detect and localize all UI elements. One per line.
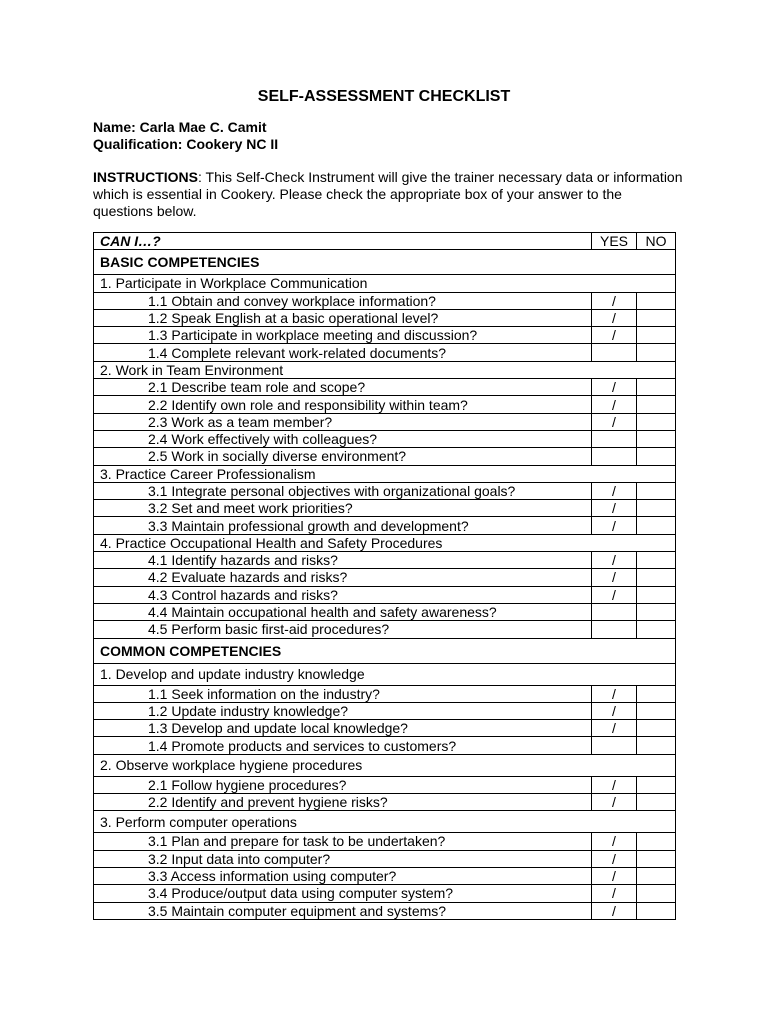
group-row bbox=[94, 534, 676, 551]
item-question: 2.4 Work effectively with colleagues? bbox=[94, 430, 592, 447]
checklist-item-row bbox=[94, 737, 676, 754]
item-question: 1.2 Speak English at a basic operational level? bbox=[94, 309, 592, 326]
checklist-body bbox=[94, 233, 676, 920]
item-question: 1.3 Participate in workplace meeting and discussion? bbox=[94, 327, 592, 344]
no-checkbox[interactable] bbox=[637, 902, 676, 919]
item-question: 4.5 Perform basic first-aid procedures? bbox=[94, 621, 592, 638]
group-heading: 1. Develop and update industry knowledge bbox=[94, 663, 676, 685]
page-title: SELF-ASSESSMENT CHECKLIST bbox=[257, 88, 511, 105]
item-question: 1.3 Develop and update local knowledge? bbox=[94, 720, 592, 737]
header-row bbox=[94, 233, 676, 250]
checklist-item-row bbox=[94, 430, 676, 447]
group-heading: 3. Practice Career Professionalism bbox=[94, 465, 676, 482]
no-checkbox[interactable] bbox=[637, 833, 676, 850]
section-heading: BASIC COMPETENCIES bbox=[94, 250, 676, 275]
yes-checkbox[interactable] bbox=[592, 603, 637, 620]
no-checkbox[interactable] bbox=[637, 292, 676, 309]
yes-checkbox[interactable]: / bbox=[592, 586, 637, 603]
no-checkbox[interactable] bbox=[637, 309, 676, 326]
group-row bbox=[94, 663, 676, 685]
no-checkbox[interactable] bbox=[637, 603, 676, 620]
section-heading: COMMON COMPETENCIES bbox=[94, 638, 676, 663]
item-question: 4.3 Control hazards and risks? bbox=[94, 586, 592, 603]
yes-checkbox[interactable]: / bbox=[592, 292, 637, 309]
checklist-item-row bbox=[94, 685, 676, 702]
checklist-item-row bbox=[94, 448, 676, 465]
item-question: 3.4 Produce/output data using computer system? bbox=[94, 885, 592, 902]
yes-checkbox[interactable]: / bbox=[592, 720, 637, 737]
checklist-item-row bbox=[94, 379, 676, 396]
item-question: 2.1 Follow hygiene procedures? bbox=[94, 776, 592, 793]
item-question: 2.1 Describe team role and scope? bbox=[94, 379, 592, 396]
item-question: 4.1 Identify hazards and risks? bbox=[94, 552, 592, 569]
yes-checkbox[interactable]: / bbox=[592, 885, 637, 902]
checklist-item-row bbox=[94, 850, 676, 867]
checklist-item-row bbox=[94, 552, 676, 569]
yes-checkbox[interactable]: / bbox=[592, 309, 637, 326]
no-checkbox[interactable] bbox=[637, 776, 676, 793]
qualification-line: Qualification: Cookery NC II bbox=[93, 136, 279, 152]
checklist-item-row bbox=[94, 902, 676, 919]
instructions-label: INSTRUCTIONS bbox=[93, 169, 198, 185]
item-question: 1.1 Obtain and convey workplace information? bbox=[94, 292, 592, 309]
checklist-item-row bbox=[94, 867, 676, 884]
header-no: NO bbox=[637, 233, 676, 250]
no-checkbox[interactable] bbox=[637, 430, 676, 447]
yes-checkbox[interactable]: / bbox=[592, 850, 637, 867]
yes-checkbox[interactable]: / bbox=[592, 413, 637, 430]
group-heading: 2. Observe workplace hygiene procedures bbox=[94, 754, 676, 776]
group-row bbox=[94, 465, 676, 482]
checklist-item-row bbox=[94, 413, 676, 430]
yes-checkbox[interactable]: / bbox=[592, 379, 637, 396]
yes-checkbox[interactable]: / bbox=[592, 867, 637, 884]
student-info bbox=[93, 119, 278, 153]
yes-checkbox[interactable]: / bbox=[592, 552, 637, 569]
no-checkbox[interactable] bbox=[637, 794, 676, 811]
yes-checkbox[interactable] bbox=[592, 430, 637, 447]
yes-checkbox[interactable]: / bbox=[592, 517, 637, 534]
checklist-item-row bbox=[94, 621, 676, 638]
no-checkbox[interactable] bbox=[637, 702, 676, 719]
item-question: 2.3 Work as a team member? bbox=[94, 413, 592, 430]
yes-checkbox[interactable]: / bbox=[592, 500, 637, 517]
group-row bbox=[94, 275, 676, 292]
group-row bbox=[94, 811, 676, 833]
section-row bbox=[94, 638, 676, 663]
checklist-item-row bbox=[94, 482, 676, 499]
item-question: 4.4 Maintain occupational health and safety awareness? bbox=[94, 603, 592, 620]
checklist-item-row bbox=[94, 776, 676, 793]
instructions bbox=[93, 169, 683, 220]
yes-checkbox[interactable] bbox=[592, 737, 637, 754]
no-checkbox[interactable] bbox=[637, 586, 676, 603]
no-checkbox[interactable] bbox=[637, 885, 676, 902]
no-checkbox[interactable] bbox=[637, 685, 676, 702]
section-row bbox=[94, 250, 676, 275]
checklist-item-row bbox=[94, 833, 676, 850]
group-row bbox=[94, 754, 676, 776]
no-checkbox[interactable] bbox=[637, 552, 676, 569]
no-checkbox[interactable] bbox=[637, 327, 676, 344]
item-question: 3.1 Integrate personal objectives with organizational goals? bbox=[94, 482, 592, 499]
no-checkbox[interactable] bbox=[637, 569, 676, 586]
item-question: 2.2 Identify and prevent hygiene risks? bbox=[94, 794, 592, 811]
yes-checkbox[interactable]: / bbox=[592, 569, 637, 586]
item-question: 4.2 Evaluate hazards and risks? bbox=[94, 569, 592, 586]
no-checkbox[interactable] bbox=[637, 448, 676, 465]
checklist-item-row bbox=[94, 794, 676, 811]
checklist-item-row bbox=[94, 885, 676, 902]
no-checkbox[interactable] bbox=[637, 413, 676, 430]
no-checkbox[interactable] bbox=[637, 867, 676, 884]
item-question: 1.1 Seek information on the industry? bbox=[94, 685, 592, 702]
item-question: 1.4 Promote products and services to customers? bbox=[94, 737, 592, 754]
header-yes: YES bbox=[592, 233, 637, 250]
checklist-item-row bbox=[94, 603, 676, 620]
item-question: 1.2 Update industry knowledge? bbox=[94, 702, 592, 719]
no-checkbox[interactable] bbox=[637, 482, 676, 499]
header-question: CAN I…? bbox=[94, 233, 592, 250]
yes-checkbox[interactable]: / bbox=[592, 794, 637, 811]
yes-checkbox[interactable]: / bbox=[592, 327, 637, 344]
checklist-item-row bbox=[94, 720, 676, 737]
yes-checkbox[interactable]: / bbox=[592, 482, 637, 499]
item-question: 2.5 Work in socially diverse environment? bbox=[94, 448, 592, 465]
yes-checkbox[interactable]: / bbox=[592, 396, 637, 413]
no-checkbox[interactable] bbox=[637, 850, 676, 867]
item-question: 1.4 Complete relevant work-related documents? bbox=[94, 344, 592, 361]
checklist-item-row bbox=[94, 702, 676, 719]
group-heading: 3. Perform computer operations bbox=[94, 811, 676, 833]
yes-checkbox[interactable]: / bbox=[592, 776, 637, 793]
item-question: 3.1 Plan and prepare for task to be undertaken? bbox=[94, 833, 592, 850]
checklist-table bbox=[93, 232, 676, 920]
group-row bbox=[94, 361, 676, 378]
group-heading: 1. Participate in Workplace Communication bbox=[94, 275, 676, 292]
no-checkbox[interactable] bbox=[637, 500, 676, 517]
no-checkbox[interactable] bbox=[637, 396, 676, 413]
checklist-item-row bbox=[94, 500, 676, 517]
yes-checkbox[interactable]: / bbox=[592, 685, 637, 702]
no-checkbox[interactable] bbox=[637, 344, 676, 361]
checklist-item-row bbox=[94, 327, 676, 344]
yes-checkbox[interactable] bbox=[592, 448, 637, 465]
checklist-item-row bbox=[94, 292, 676, 309]
item-question: 3.3 Maintain professional growth and development? bbox=[94, 517, 592, 534]
item-question: 3.2 Set and meet work priorities? bbox=[94, 500, 592, 517]
no-checkbox[interactable] bbox=[637, 379, 676, 396]
checklist-item-row bbox=[94, 586, 676, 603]
item-question: 3.5 Maintain computer equipment and systems? bbox=[94, 902, 592, 919]
yes-checkbox[interactable] bbox=[592, 344, 637, 361]
yes-checkbox[interactable]: / bbox=[592, 902, 637, 919]
instructions-text: : This Self-Check Instrument will give the trainer necessary data or information which is essential in Cookery. Please check the appropriate box of your answer to the questions below. bbox=[93, 169, 683, 219]
yes-checkbox[interactable]: / bbox=[592, 833, 637, 850]
no-checkbox[interactable] bbox=[637, 517, 676, 534]
item-question: 2.2 Identify own role and responsibility within team? bbox=[94, 396, 592, 413]
no-checkbox[interactable] bbox=[637, 737, 676, 754]
yes-checkbox[interactable] bbox=[592, 621, 637, 638]
item-question: 3.3 Access information using computer? bbox=[94, 867, 592, 884]
yes-checkbox[interactable]: / bbox=[592, 702, 637, 719]
checklist-item-row bbox=[94, 517, 676, 534]
name-line: Name: Carla Mae C. Camit bbox=[93, 119, 267, 135]
no-checkbox[interactable] bbox=[637, 720, 676, 737]
group-heading: 2. Work in Team Environment bbox=[94, 361, 676, 378]
no-checkbox[interactable] bbox=[637, 621, 676, 638]
checklist-item-row bbox=[94, 396, 676, 413]
item-question: 3.2 Input data into computer? bbox=[94, 850, 592, 867]
group-heading: 4. Practice Occupational Health and Safety Procedures bbox=[94, 534, 676, 551]
checklist-item-row bbox=[94, 569, 676, 586]
checklist-item-row bbox=[94, 344, 676, 361]
checklist-item-row bbox=[94, 309, 676, 326]
